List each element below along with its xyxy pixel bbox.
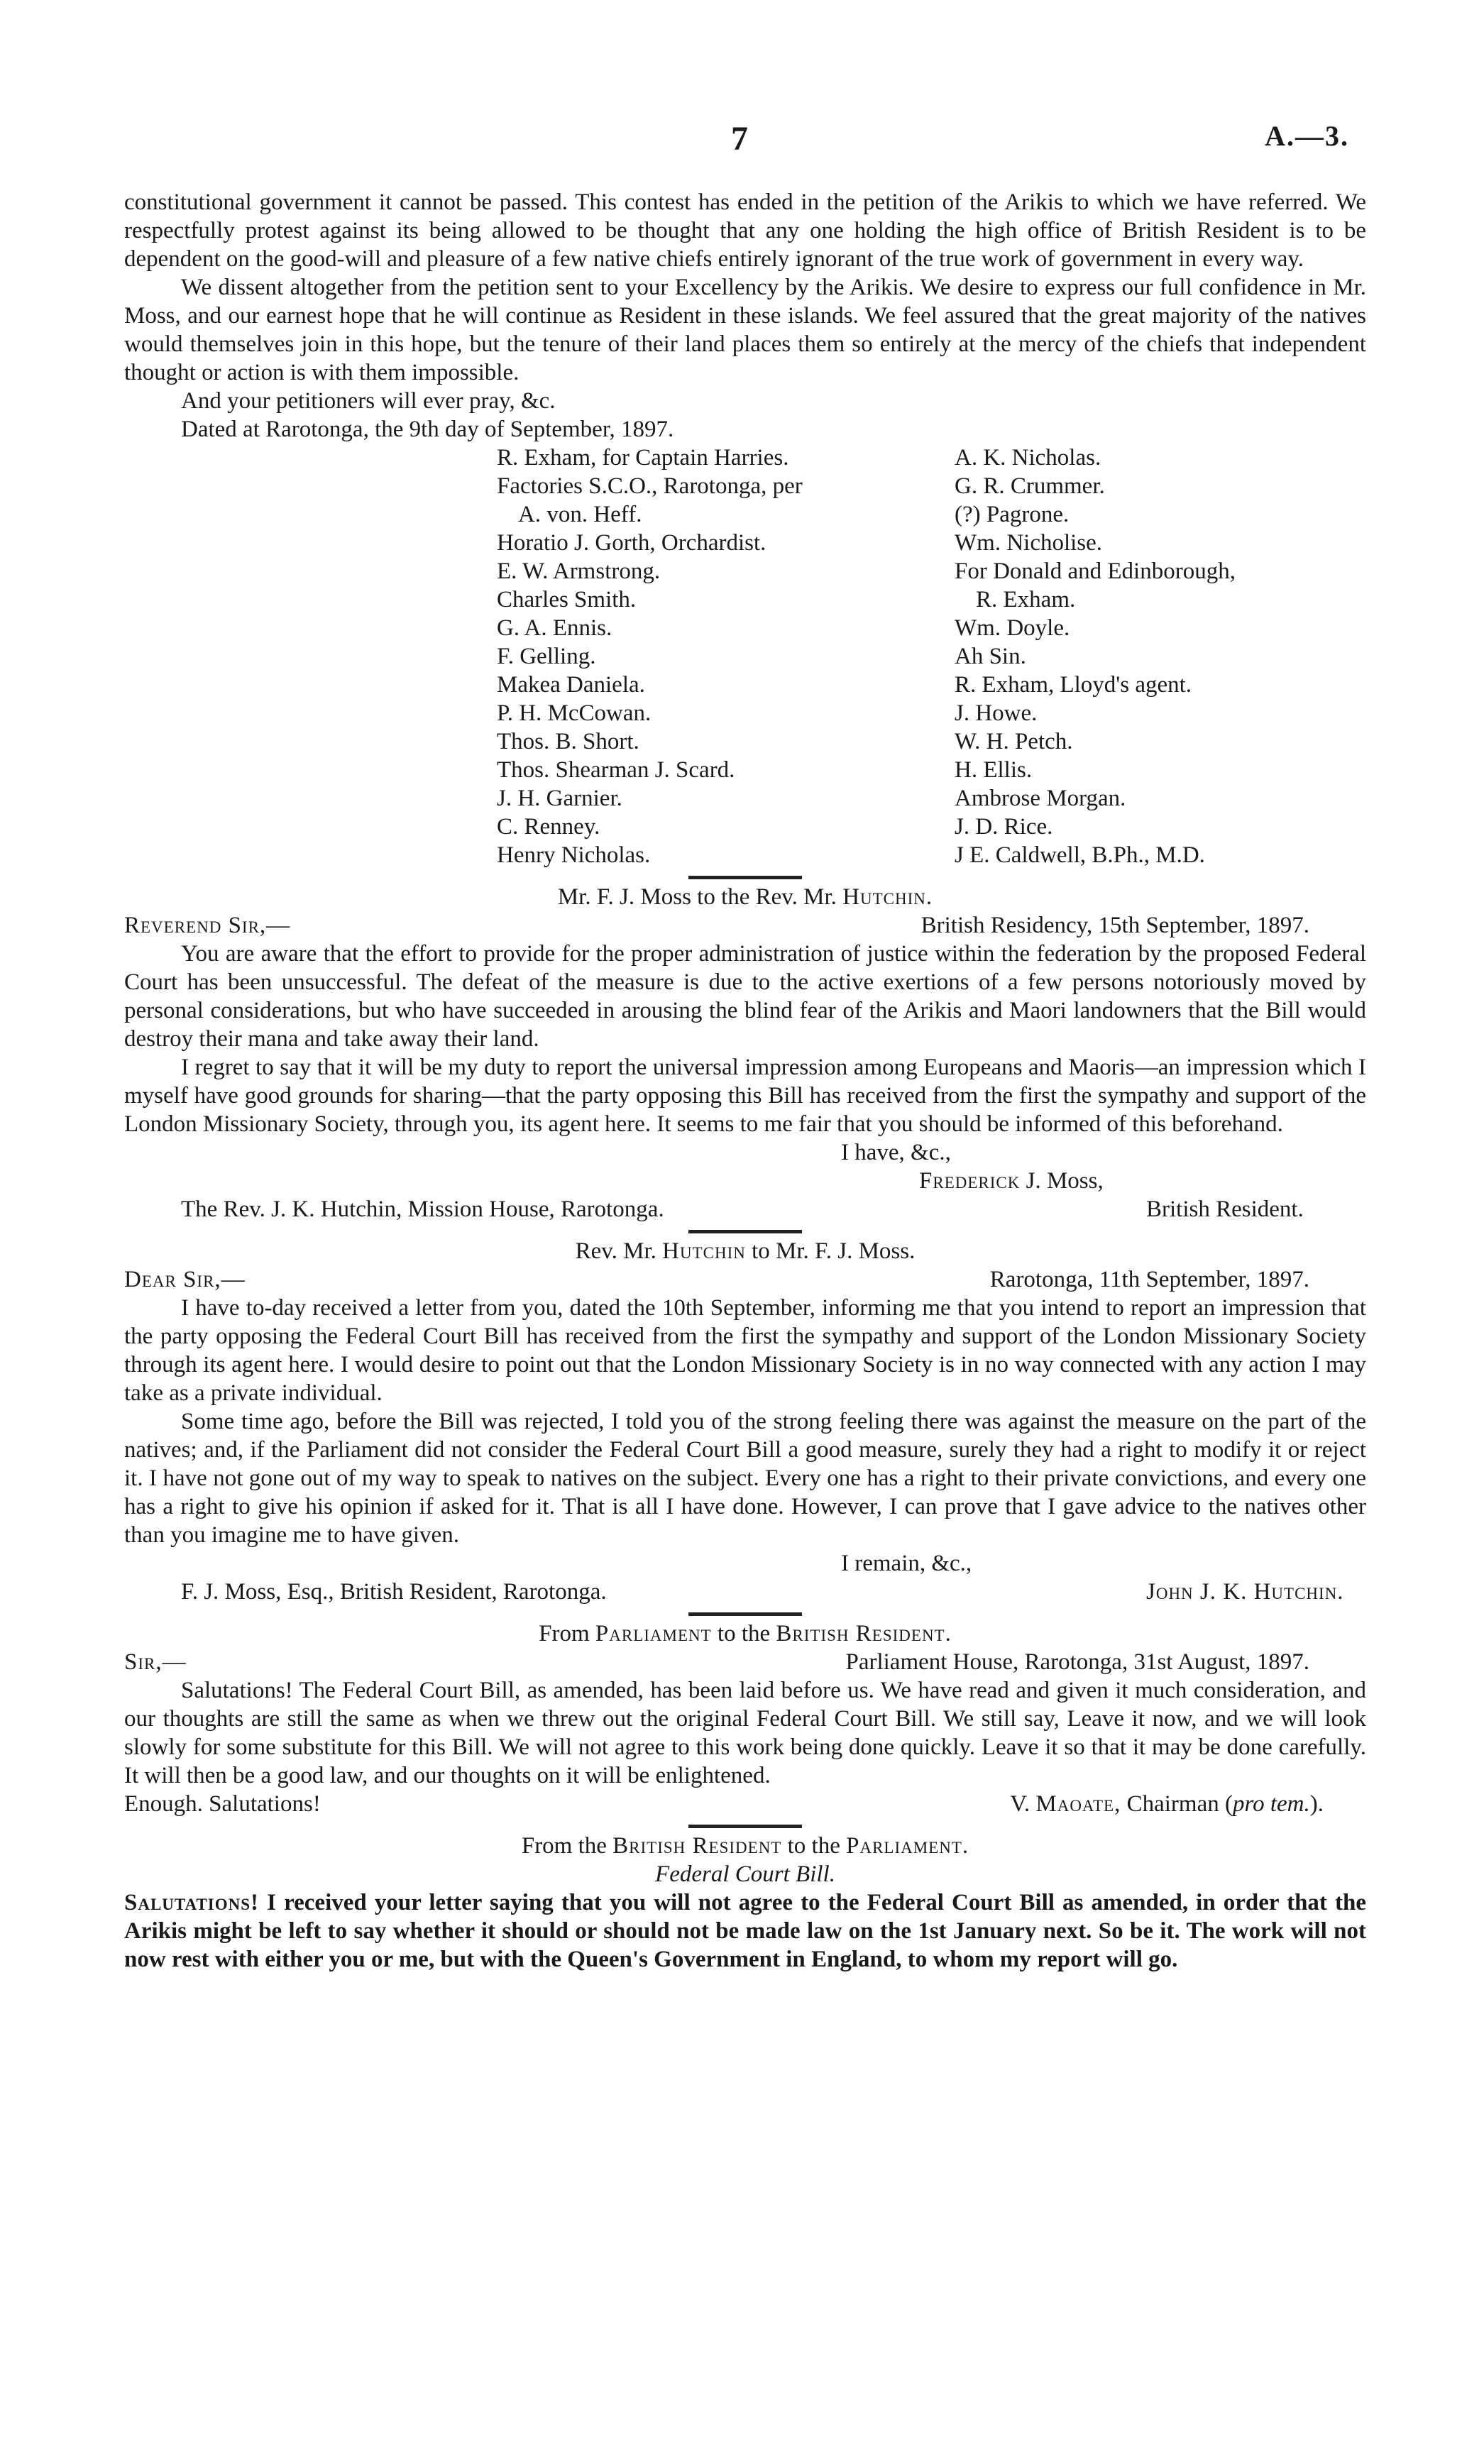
petition-paragraph-2: We dissent altogether from the petition sent to your Excellency by the Arikis. We desire to express our full confidence in Mr. Moss, and our earnest hope that he will continue as Resident in these islands. We feel assured that the great majority of the natives would themselves join in this hope, but the tenure of their land places them so entirely at the mercy of the chiefs that independent thought or action is with them impossible. bbox=[124, 275, 1366, 385]
signature: Charles Smith. bbox=[497, 587, 637, 612]
signature: A. von. Heff. bbox=[518, 502, 642, 527]
signature-list bbox=[497, 444, 1366, 869]
signature: Thos. Shearman J. Scard. bbox=[497, 757, 735, 783]
signature: Ambrose Morgan. bbox=[955, 786, 1126, 811]
letter-4-heading-sender: British Resident bbox=[612, 1833, 782, 1859]
letter-2-address-row bbox=[124, 1578, 1366, 1606]
letter-3-heading bbox=[124, 1619, 1366, 1648]
letter-3-signer-name: Maoate, bbox=[1035, 1791, 1121, 1817]
signature: J. H. Garnier. bbox=[497, 786, 622, 811]
letter-1-heading bbox=[124, 883, 1366, 911]
signature: F. Gelling. bbox=[497, 644, 596, 669]
section-divider bbox=[688, 1825, 802, 1828]
signature-column-left bbox=[497, 444, 955, 869]
signature: Wm. Doyle. bbox=[955, 615, 1070, 641]
letter-2-closing: I remain, &c., bbox=[841, 1551, 972, 1576]
section-divider bbox=[688, 876, 802, 879]
signature: R. Exham, for Captain Harries. bbox=[497, 445, 789, 471]
letter-1-signer bbox=[124, 1167, 1366, 1195]
signature: P. H. McCowan. bbox=[497, 700, 652, 726]
signature: H. Ellis. bbox=[955, 757, 1033, 783]
letter-1-addressee: The Rev. J. K. Hutchin, Mission House, Rarotonga. bbox=[181, 1197, 664, 1222]
letter-4-heading-from: From the bbox=[521, 1833, 607, 1859]
letter-3-heading-recipient: British Resident. bbox=[776, 1621, 952, 1646]
letter-1-heading-name: Hutchin. bbox=[842, 884, 933, 910]
letter-1-paragraph-2: I regret to say that it will be my duty to report the universal impression among Europeans and Maoris—an impression which I myself have good grounds for sharing—that the party opposing this Bill has received from the first the sympathy and support of the London Missionary Society, through you, its agent here. It seems to me fair that you should be informed of this beforehand. bbox=[124, 1055, 1366, 1137]
letter-1-signer-first: Frederick bbox=[919, 1168, 1021, 1194]
letter-3-closing: Enough. Salutations! bbox=[124, 1791, 321, 1817]
signature: Wm. Nicholise. bbox=[955, 530, 1103, 556]
letter-2-salutation-row bbox=[124, 1265, 1366, 1294]
letter-2-paragraph-1: I have to-day received a letter from you, dated the 10th September, informing me that you intend to report an impression that the party opposing the Federal Court Bill has received from the first the sympathy and support of the London Missionary Society through its agent here. I would desire to point out that the London Missionary Society is in no way connected with any action I may take as a private individual. bbox=[124, 1295, 1366, 1406]
letter-2-salutation: Dear Sir,— bbox=[124, 1267, 246, 1292]
signature: Makea Daniela. bbox=[497, 672, 645, 698]
letter-3-signer-role: Chairman ( bbox=[1126, 1791, 1233, 1817]
letter-2-paragraph-2: Some time ago, before the Bill was rejected, I told you of the strong feeling there was against the measure on the part of the natives; and, if the Parliament did not consider the Federal Court Bill a good measure, surely they had a right to modify it or reject it. I have not gone out of my way to speak to natives on the subject. Every one has a right to their private convictions, and every one has a right to give his opinion if asked for it. That is all I have done. However, I can prove that I gave advice to the natives other than you imagine me to have given. bbox=[124, 1409, 1366, 1548]
letter-4-body: I received your letter saying that you will not agree to the Federal Court Bill as amended, in order that the Arikis might be left to say whether it should or should not be made law on the 1st January next. So be it. The work will not now rest with either you or me, but with the Queen's Government in England, to whom my report will go. bbox=[124, 1890, 1367, 1972]
letter-3-signer bbox=[1010, 1790, 1366, 1818]
section-divider bbox=[688, 1612, 802, 1616]
signature: Henry Nicholas. bbox=[497, 842, 651, 868]
letter-3-signer-initial: V. bbox=[1010, 1791, 1030, 1817]
signature: R. Exham. bbox=[976, 587, 1076, 612]
signature: For Donald and Edinborough, bbox=[955, 559, 1236, 584]
letter-2-place-date: Rarotonga, 11th September, 1897. bbox=[989, 1267, 1309, 1292]
letter-3-heading-from: From bbox=[539, 1621, 590, 1646]
letter-3-heading-sender: Parliament bbox=[595, 1621, 712, 1646]
petition-paragraph-1: constitutional government it cannot be passed. This contest has ended in the petition of the Arikis to which we have referred. We respectfully protest against its being allowed to be thought that any one holding the high office of British Resident is to be dependent on the good-will and pleasure of a few native chiefs entirely ignorant of the true work of government in every way. bbox=[124, 189, 1366, 272]
letter-2-signer: John J. K. Hutchin. bbox=[1146, 1579, 1344, 1605]
signature: Ah Sin. bbox=[955, 644, 1026, 669]
signature: Factories S.C.O., Rarotonga, per bbox=[497, 473, 803, 499]
letter-3-signer-protem: pro tem. bbox=[1232, 1791, 1310, 1817]
page-body bbox=[124, 188, 1366, 1974]
letter-3-signoff-row bbox=[124, 1790, 1366, 1818]
petition-prayer: And your petitioners will ever pray, &c. bbox=[181, 388, 556, 414]
signature: J. Howe. bbox=[955, 700, 1038, 726]
signature-column-right bbox=[955, 444, 1352, 869]
letter-1-signer-rest: J. Moss, bbox=[1026, 1168, 1104, 1194]
signature: G. R. Crummer. bbox=[955, 473, 1105, 499]
letter-1-place-date: British Residency, 15th September, 1897. bbox=[920, 913, 1309, 938]
signature: A. K. Nicholas. bbox=[955, 445, 1101, 471]
letter-2-heading-text: Rev. Mr. bbox=[575, 1238, 656, 1264]
signature: J. D. Rice. bbox=[955, 814, 1053, 840]
signature: (?) Pagrone. bbox=[955, 502, 1070, 527]
letter-4-heading bbox=[124, 1832, 1366, 1860]
letter-1-salutation-row bbox=[124, 911, 1366, 940]
letter-3-place-date: Parliament House, Rarotonga, 31st August, 1897. bbox=[845, 1649, 1309, 1675]
signature: Thos. B. Short. bbox=[497, 729, 639, 754]
letter-4-subheading: Federal Court Bill. bbox=[655, 1861, 835, 1887]
signature: W. H. Petch. bbox=[955, 729, 1073, 754]
signature: C. Renney. bbox=[497, 814, 600, 840]
letter-1-heading-text: Mr. F. J. Moss to the Rev. Mr. bbox=[557, 884, 837, 910]
petition-date: Dated at Rarotonga, the 9th day of September, 1897. bbox=[181, 417, 674, 442]
letter-1-signer-title: British Resident. bbox=[1146, 1197, 1304, 1222]
signature: R. Exham, Lloyd's agent. bbox=[955, 672, 1192, 698]
letter-4-heading-recipient: Parliament. bbox=[846, 1833, 969, 1859]
letter-2-heading-rest: to Mr. F. J. Moss. bbox=[752, 1238, 916, 1264]
signature: Horatio J. Gorth, Orchardist. bbox=[497, 530, 766, 556]
letter-1-address-row bbox=[124, 1195, 1366, 1223]
letter-3-salutation-row bbox=[124, 1648, 1366, 1676]
letter-2-addressee: F. J. Moss, Esq., British Resident, Rarotonga. bbox=[181, 1579, 607, 1605]
signature: J E. Caldwell, B.Ph., M.D. bbox=[955, 842, 1205, 868]
letter-4-paragraph bbox=[124, 1888, 1366, 1974]
letter-3-heading-to: to the bbox=[717, 1621, 771, 1646]
letter-4-heading-to: to the bbox=[787, 1833, 840, 1859]
document-reference: A.—3. bbox=[1265, 120, 1349, 152]
signature: E. W. Armstrong. bbox=[497, 559, 661, 584]
letter-4-salutation: Salutations! bbox=[124, 1890, 260, 1915]
letter-3-paragraph: Salutations! The Federal Court Bill, as amended, has been laid before us. We have read and given it much consideration, and our thoughts are still the same as when we threw out the original Federal Court Bill. We still say, Leave it now, and we will look slowly for some substitute for this Bill. We will not agree to this work being done quickly. Leave it so that it may be done carefully. It will then be a good law, and our thoughts on it will be enlightened. bbox=[124, 1678, 1366, 1788]
letter-1-closing: I have, &c., bbox=[841, 1140, 951, 1165]
letter-2-heading-name: Hutchin bbox=[662, 1238, 746, 1264]
signature: G. A. Ennis. bbox=[497, 615, 612, 641]
section-divider bbox=[688, 1230, 802, 1233]
letter-1-paragraph-1: You are aware that the effort to provide for the proper administration of justice within the federation by the proposed Federal Court has been unsuccessful. The defeat of the measure is due to the active exertions of a few persons notoriously moved by personal considerations, but who have succeeded in arousing the blind fear of the Arikis and Maori landowners that the Bill would destroy their mana and take away their land. bbox=[124, 941, 1366, 1052]
letter-3-signer-end: ). bbox=[1309, 1791, 1324, 1817]
letter-1-salutation: Reverend Sir,— bbox=[124, 913, 291, 938]
letter-2-heading bbox=[124, 1237, 1366, 1265]
page-number: 7 bbox=[731, 120, 748, 158]
letter-3-salutation: Sir,— bbox=[124, 1649, 187, 1675]
